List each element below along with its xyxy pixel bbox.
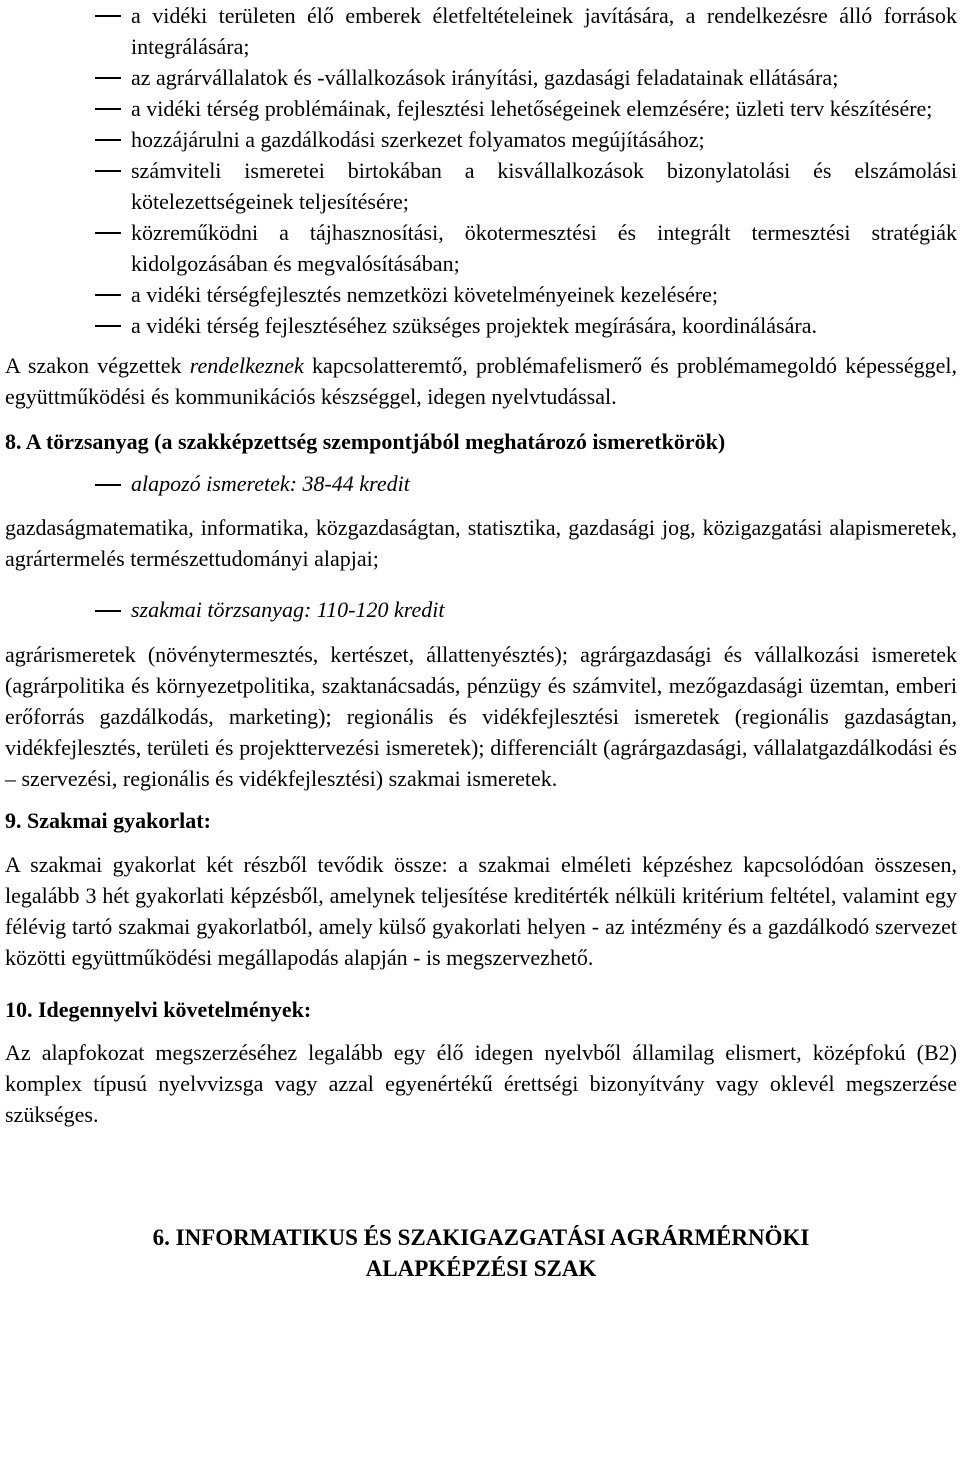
section-10-text: Az alapfokozat megszerzéséhez legalább egy élő idegen nyelvből államilag elismert, középfokú (B2) komplex típusú nyelvvizsga vagy azzal egyenértékű érettségi bizonyítvány vagy oklevél megszerzése szükséges. (5, 1040, 957, 1127)
next-title-line-2: ALAPKÉPZÉSI SZAK (365, 1256, 597, 1281)
dash-icon (95, 108, 121, 110)
list-item: a vidéki területen élő emberek életfeltételeinek javítására, a rendelkezésre álló források integrálására; (5, 0, 957, 62)
competence-paragraph: A szakon végzettek rendelkeznek kapcsolatteremtő, problémafelismerő és problémamegoldó képességgel, együttműködési és kommunikációs készséggel, idegen nyelvtudással. (5, 353, 957, 409)
list-item: hozzájárulni a gazdálkodási szerkezet folyamatos megújításához; (5, 124, 957, 155)
dash-icon (95, 15, 121, 17)
dash-icon (95, 170, 121, 172)
list-item: számviteli ismeretei birtokában a kisvállalkozások bizonylatolási és elszámolási kötelezettségeinek teljesítésére; (5, 155, 957, 217)
dash-icon (95, 232, 121, 234)
list-item: a vidéki térség problémáinak, fejlesztési lehetőségeinek elemzésére; üzleti terv készítésére; (5, 93, 957, 124)
section-10-heading: 10. Idegennyelvi követelmények: (5, 997, 312, 1022)
dash-icon (95, 139, 121, 141)
document-page (5, 0, 957, 1284)
section-8-heading: 8. A törzsanyag (a szakképzettség szempontjából meghatározó ismeretkörök) (5, 429, 726, 454)
dash-icon (95, 325, 121, 327)
core-curriculum-text: agrárismeretek (növénytermesztés, kertészet, állattenyésztés); agrárgazdasági és vállalkozási ismeretek (agrárpolitika és környezetpolitika, szaktanácsadás, pénzügy és számvitel, mezőgazdasági üzemtan, emberi erőforrás gazdálkodás, marketing); regionális és vidékfejlesztési ismeretek (regionális gazdaságtan, vidékfejlesztés, területi és projekttervezési ismeretek); differenciált (agrárgazdasági, vállalatgazdálkodási és – szervezési, regionális és vidékfejlesztési) szakmai ismeretek. (5, 642, 957, 791)
basic-knowledge-text: gazdaságmatematika, informatika, közgazdaságtan, statisztika, gazdasági jog, közigazgatási alapismeretek, agrártermelés természettudományi alapjai; (5, 515, 957, 571)
section-9-heading: 9. Szakmai gyakorlat: (5, 808, 211, 833)
list-item: a vidéki térség fejlesztéséhez szükséges projektek megírására, koordinálására. (5, 310, 957, 341)
dash-icon (95, 484, 121, 486)
list-item: a vidéki térségfejlesztés nemzetközi követelményeinek kezelésére; (5, 279, 957, 310)
section-9-text: A szakmai gyakorlat két részből tevődik össze: a szakmai elméleti képzéshez kapcsolódóan összesen, legalább 3 hét gyakorlati képzésből, amelynek teljesítése kreditérték nélküli kritérium feltétel, valamint egy félévig tartó szakmai gyakorlatból, amely külső gyakorlati helyen - az intézmény és a gazdálkodó szervezet közötti együttműködési megállapodás alapján - is megszervezhető. (5, 852, 957, 970)
dash-icon (95, 77, 121, 79)
list-item: az agrárvállalatok és -vállalkozások irányítási, gazdasági feladatainak ellátására; (5, 62, 957, 93)
dash-icon (95, 610, 121, 612)
next-section-title (5, 1222, 957, 1284)
next-title-line-1: 6. INFORMATIKUS ÉS SZAKIGAZGATÁSI AGRÁRMÉRNÖKI (152, 1225, 810, 1250)
core-curriculum-item: szakmai törzsanyag: 110-120 kredit (5, 594, 957, 626)
list-item: közreműködni a tájhasznosítási, ökotermesztési és integrált termesztési stratégiák kidolgozásában és megvalósításában; (5, 217, 957, 279)
competence-bullet-list (5, 0, 957, 341)
dash-icon (95, 294, 121, 296)
basic-knowledge-item: alapozó ismeretek: 38-44 kredit (5, 468, 957, 500)
